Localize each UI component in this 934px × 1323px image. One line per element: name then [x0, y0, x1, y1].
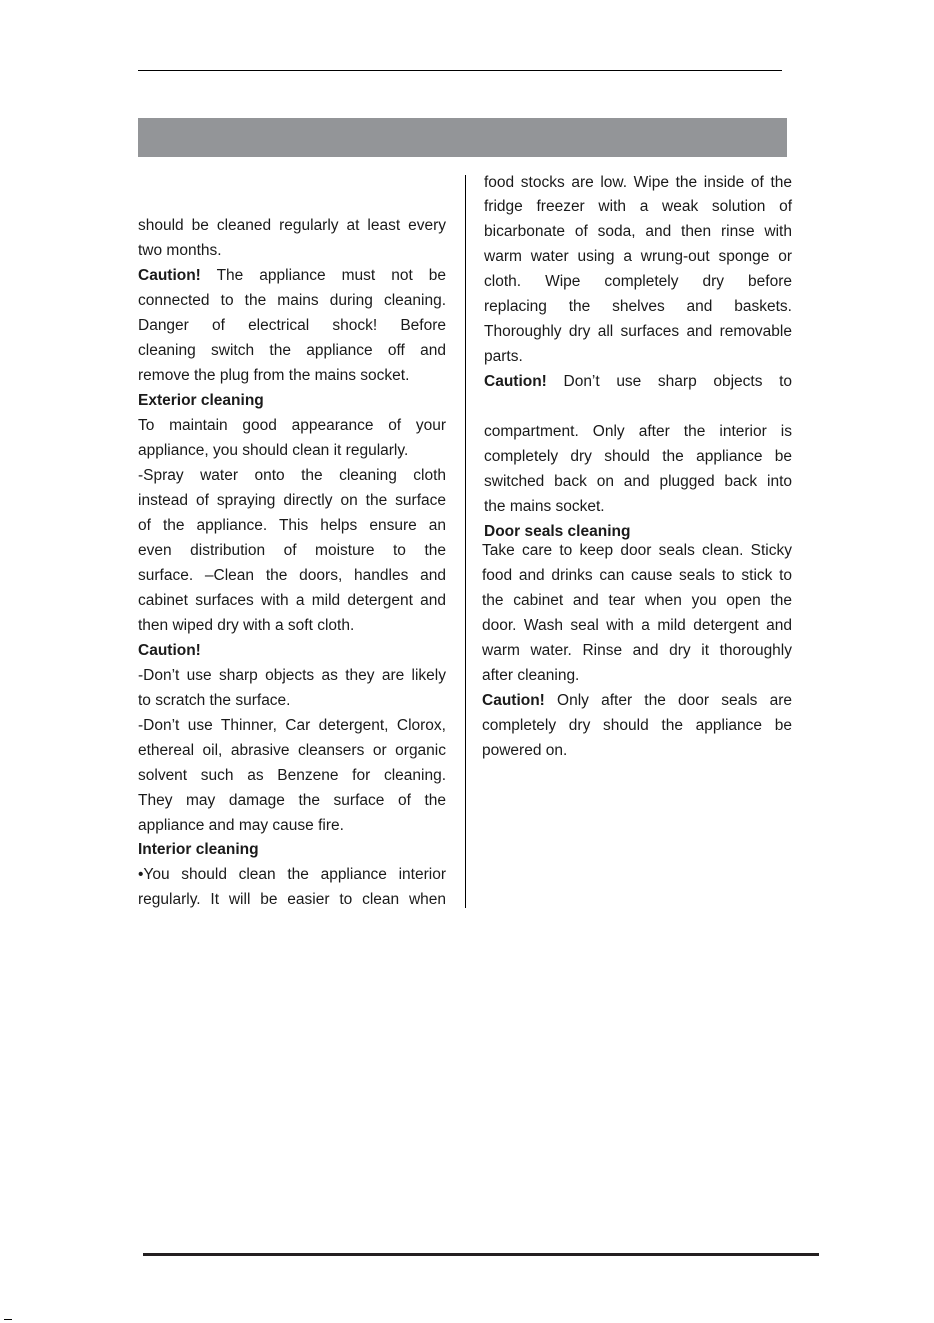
body-line: To maintain good appearance of your — [138, 417, 446, 434]
caution-heading: Caution! — [138, 642, 201, 659]
body-line: •You should clean the appliance interior — [138, 866, 446, 883]
exterior-cleaning-heading: Exterior cleaning — [138, 392, 264, 409]
body-line: switched back on and plugged back into — [484, 473, 792, 490]
caution-label: Caution! — [482, 692, 545, 709]
body-line: surface. –Clean the doors, handles and — [138, 567, 446, 584]
body-line: then wiped dry with a soft cloth. — [138, 617, 355, 634]
body-line: food stocks are low. Wipe the inside of the — [484, 174, 792, 191]
body-line: two months. — [138, 242, 222, 259]
body-line: -Don’t use sharp objects as they are likely — [138, 667, 446, 684]
body-line: cabinet surfaces with a mild detergent and — [138, 592, 446, 609]
body-line: powered on. — [482, 742, 568, 759]
caution-label: Caution! — [138, 267, 201, 284]
body-line: the cabinet and tear when you open the — [482, 592, 792, 609]
body-line: -Don’t use Thinner, Car detergent, Clorox, — [138, 717, 446, 734]
body-line: cloth. Wipe completely dry before — [484, 273, 792, 290]
caution-text: Don’t use sharp objects to — [563, 373, 792, 390]
body-line: connected to the mains during cleaning. — [138, 292, 446, 309]
caution-text: The appliance must not be — [216, 267, 446, 284]
body-line: -Spray water onto the cleaning cloth — [138, 467, 446, 484]
body-line: Danger of electrical shock! Before — [138, 317, 446, 334]
body-line: the mains socket. — [484, 498, 605, 515]
body-line: fridge freezer with a weak solution of — [484, 198, 792, 215]
body-line: instead of spraying directly on the surface — [138, 492, 446, 509]
section-header-band — [138, 118, 787, 157]
caution-label: Caution! — [484, 373, 547, 390]
caution-line — [482, 688, 792, 713]
corner-mark — [4, 1319, 12, 1320]
body-line: Take care to keep door seals clean. Sticky — [482, 542, 792, 559]
body-line: door. Wash seal with a mild detergent and — [482, 617, 792, 634]
body-line: replacing the shelves and baskets. — [484, 298, 792, 315]
body-line: remove the plug from the mains socket. — [138, 367, 410, 384]
body-line: of the appliance. This helps ensure an — [138, 517, 446, 534]
body-line: to scratch the surface. — [138, 692, 291, 709]
body-line: food and drinks can cause seals to stick to — [482, 567, 792, 584]
caution-text: Only after the door seals are — [557, 692, 792, 709]
body-line: warm water. Rinse and dry it thoroughly — [482, 642, 792, 659]
body-line: even distribution of moisture to the — [138, 542, 446, 559]
body-line: solvent such as Benzene for cleaning. — [138, 767, 446, 784]
caution-line — [138, 263, 446, 288]
body-line: completely dry should the appliance be — [482, 717, 792, 734]
body-line: parts. — [484, 348, 523, 365]
door-seals-cleaning-heading: Door seals cleaning — [484, 523, 631, 540]
footer-rule — [143, 1253, 819, 1256]
body-line: compartment. Only after the interior is — [484, 423, 792, 440]
caution-line — [484, 369, 792, 394]
body-line: cleaning switch the appliance off and — [138, 342, 446, 359]
body-line: They may damage the surface of the — [138, 792, 446, 809]
body-line: Thoroughly dry all surfaces and removable — [484, 323, 792, 340]
body-line: appliance and may cause fire. — [138, 817, 344, 834]
body-line: should be cleaned regularly at least every — [138, 217, 446, 234]
body-line: ethereal oil, abrasive cleansers or organic — [138, 742, 446, 759]
body-line: bicarbonate of soda, and then rinse with — [484, 223, 792, 240]
body-line: appliance, you should clean it regularly. — [138, 442, 409, 459]
column-divider — [465, 175, 466, 908]
body-line: regularly. It will be easier to clean when — [138, 891, 446, 908]
body-line: warm water using a wrung-out sponge or — [484, 248, 792, 265]
body-line: after cleaning. — [482, 667, 580, 684]
interior-cleaning-heading: Interior cleaning — [138, 841, 259, 858]
body-line: completely dry should the appliance be — [484, 448, 792, 465]
header-rule — [138, 70, 782, 71]
